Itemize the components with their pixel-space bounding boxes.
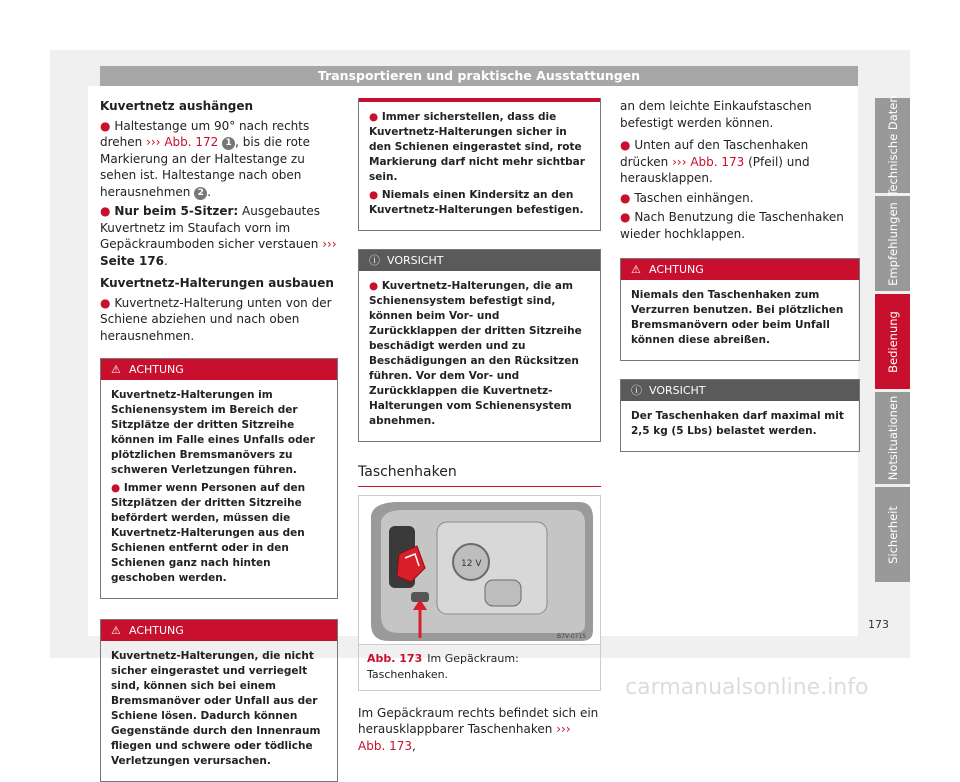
heading-halterungen-ausbauen: Kuvertnetz-Halterungen ausbauen xyxy=(100,276,334,290)
bullet-icon: ● xyxy=(620,138,631,152)
bullet-icon: ● xyxy=(620,210,631,224)
info-circle-icon: ⓘ xyxy=(631,384,642,397)
figure-code: B7V-0715 xyxy=(557,632,587,640)
bullet-icon: ● xyxy=(100,118,111,133)
step-einhaengen: ● Taschen einhängen. xyxy=(620,190,754,205)
caution-header: ⓘ VORSICHT xyxy=(621,380,859,401)
step-haltestange: ● Haltestange um 90° nach rechts drehen ››› Abb. 172 1 , bis die rote Markierung an der Haltestange zu sehen ist. Haltestange nach oben herausnehmen 2 . xyxy=(100,118,311,199)
warning-header: ⚠ ACHTUNG xyxy=(621,259,859,280)
section-title-taschenhaken: Taschenhaken xyxy=(358,464,601,487)
page-number: 173 xyxy=(868,618,889,631)
bag-hook-illustration xyxy=(359,496,600,644)
bullet-icon: ● xyxy=(111,482,121,494)
chapter-tabs xyxy=(875,94,910,585)
link-abb-172[interactable]: ››› Abb. 172 xyxy=(146,135,219,149)
warning-triangle-icon: ⚠ xyxy=(631,263,641,276)
column-right: an dem leichte Einkaufstaschen befestigt werden können. ● Unten auf den Taschenhaken drücken ››› Abb. 173 (Pfeil) und herausklappen. ● Taschen einhängen. ● Nach Benutzung die Taschenhaken wieder hochklappen. ⚠ ACHTUNG Niemals den Taschenhaken zum Verzurren benutzen. Bei plötzlichen Bremsmanövern oder beim Unfall können diese abreißen. ⓘ VORSICHT Der Taschenhaken darf maximal mit 2,5 kg (5 Lbs) belastet werden. xyxy=(620,98,860,452)
bullet-icon: ● xyxy=(620,190,631,205)
watermark: carmanualsonline.info xyxy=(625,675,869,700)
figure-abb-173 xyxy=(358,495,601,691)
caution-box-2: ⓘ VORSICHT Der Taschenhaken darf maximal mit 2,5 kg (5 Lbs) belastet werden. xyxy=(620,379,860,452)
callout-1: 1 xyxy=(222,137,235,150)
link-abb-173[interactable]: ››› Abb. 173 xyxy=(358,722,571,753)
warning-triangle-icon: ⚠ xyxy=(111,363,121,376)
warning-header: ⚠ ACHTUNG xyxy=(101,359,337,380)
warning-box-1: ⚠ ACHTUNG Kuvertnetz-Halterungen im Schienensystem im Bereich der Sitzplätze der dritten Sitzreihe können im Falle eines Unfalls oder plötzlichen Bremsmanövers zu schweren Verletzungen führen. ● Immer wenn Personen auf den Sitzplätzen der dritten Sitzreihe befördert werden, müssen die Kuvertnetz-Halterungen aus den Schienen entfernt oder in den Schienen ganz nach hinten geschoben werden. xyxy=(100,358,338,599)
page-header: Transportieren und praktische Ausstattungen xyxy=(100,66,858,86)
step-5-sitzer: ● Nur beim 5-Sitzer: Ausgebautes Kuvertnetz im Staufach vorn im Gepäckraumboden sicher verstauen ››› Seite 176. xyxy=(100,204,337,268)
step-hochklappen: ● Nach Benutzung die Taschenhaken wieder hochklappen. xyxy=(620,210,844,241)
figure-caption: Abb. 173 Im Gepäckraum: Taschenhaken. xyxy=(359,644,600,690)
tab-notsituationen[interactable]: Notsituationen xyxy=(875,392,910,484)
column-middle xyxy=(358,98,601,757)
socket-label: 12 V xyxy=(461,558,482,569)
column-left xyxy=(100,98,338,782)
callout-2: 2 xyxy=(194,187,207,200)
link-seite-176[interactable]: ››› xyxy=(322,237,337,251)
bullet-icon: ● xyxy=(369,280,379,292)
tab-sicherheit[interactable]: Sicherheit xyxy=(875,487,910,582)
tab-empfehlungen[interactable]: Empfehlungen xyxy=(875,196,910,291)
step-druecken: ● Unten auf den Taschenhaken drücken ››› Abb. 173 (Pfeil) und herausklappen. xyxy=(620,138,810,185)
step-halterung-abziehen: ● Kuvertnetz-Halterung unten von der Schiene abziehen und nach oben herausnehmen. xyxy=(100,295,332,343)
tab-bedienung[interactable]: Bedienung xyxy=(875,294,910,389)
heading-kuvertnetz-aushaengen: Kuvertnetz aushängen xyxy=(100,99,254,113)
caution-box-1: ⓘ VORSICHT ● Kuvertnetz-Halterungen, die am Schienensystem befestigt sind, können beim Vor- und Zurückklappen der dritten Sitzreihe beschädigt werden und zu Beschädigungen an den Rücksitzen führen. Vor dem Vor- und Zurückklappen die Kuvertnetz-Halterungen vom Schienensystem abnehmen. xyxy=(358,249,601,442)
warning-triangle-icon: ⚠ xyxy=(111,624,121,637)
info-circle-icon: ⓘ xyxy=(369,254,380,267)
warning-box-2: ⚠ ACHTUNG Kuvertnetz-Halterungen, die nicht sicher eingerastet und verriegelt sind, können sich bei einem Bremsmanöver oder Unfall aus der Schiene lösen. Dadurch können Gegenstände durch den Innenraum fliegen und schwere oder tödliche Verletzungen verursachen. xyxy=(100,619,338,782)
bullet-icon: ● xyxy=(100,204,111,218)
warning-box-3: ⚠ ACHTUNG Niemals den Taschenhaken zum Verzurren benutzen. Bei plötzlichen Bremsmanövern oder beim Unfall können diese abreißen. xyxy=(620,258,860,361)
link-abb-173-b[interactable]: ››› Abb. 173 xyxy=(672,154,745,169)
bullet-icon: ● xyxy=(100,295,111,310)
caution-header: ⓘ VORSICHT xyxy=(359,250,600,271)
warning-box-continued: ● Immer sicherstellen, dass die Kuvertnetz-Halterungen sicher in den Schienen eingerastet sind, rote Markierung darf nicht mehr sichtbar sein. ● Niemals einen Kindersitz an den Kuvertnetz-Halterungen befestigen. xyxy=(358,98,601,231)
tab-technische-daten[interactable]: Technische Daten xyxy=(875,98,910,193)
bullet-icon: ● xyxy=(369,111,379,123)
paragraph-taschenhaken: Im Gepäckraum rechts befindet sich ein herausklappbarer Taschenhaken ››› Abb. 173, xyxy=(358,705,599,753)
bullet-icon: ● xyxy=(369,189,379,201)
warning-header: ⚠ ACHTUNG xyxy=(101,620,337,641)
